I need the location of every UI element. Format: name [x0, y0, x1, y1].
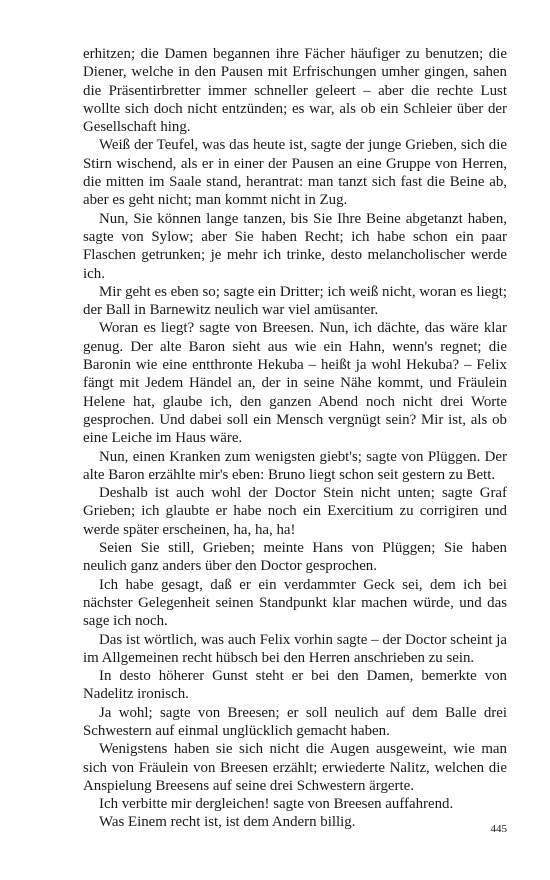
- paragraph: Das ist wörtlich, was auch Felix vorhin sagte – der Doctor scheint ja im Allgemeinen recht hübsch bei den Herren anschrieben zu sein.: [83, 631, 507, 666]
- paragraph: Seien Sie still, Grieben; meinte Hans von Plüggen; Sie haben neulich ganz anders über den Doctor gesprochen.: [83, 540, 507, 575]
- paragraph: erhitzen; die Damen begannen ihre Fächer häufiger zu benutzen; die Diener, welche in den Pausen mit Erfrischungen umher gingen, sahen die Präsentirbretter immer schneller geleert – aber die rechte Lust wollte sich doch nicht entzünden; es war, als ob ein Schleier über der Gesellschaft hing.: [83, 46, 507, 136]
- paragraph: Nun, Sie können lange tanzen, bis Sie Ihre Beine abgetanzt haben, sagte von Sylow; aber Sie haben Recht; ich habe schon ein paar Flaschen getrunken; je mehr ich trinke, desto melancholischer werde ich.: [83, 210, 507, 282]
- paragraph: Wenigstens haben sie sich nicht die Augen ausgeweint, wie man sich von Fräulein von Breesen erzählt; erwiederte Nalitz, welchen die Anspielung Breesens auf seine drei Schwestern ärgerte.: [83, 741, 507, 794]
- paragraph: Nun, einen Kranken zum wenigsten giebt's; sagte von Plüggen. Der alte Baron erzählte mir's eben: Bruno liegt schon seit gestern zu Bett.: [83, 448, 507, 483]
- page-number: 445: [490, 823, 507, 835]
- paragraph: Ja wohl; sagte von Breesen; er soll neulich auf dem Balle drei Schwestern auf einmal unglücklich gemacht haben.: [83, 704, 507, 739]
- paragraph: Mir geht es eben so; sagte ein Dritter; ich weiß nicht, woran es liegt; der Ball in Barnewitz neulich war viel amüsanter.: [83, 283, 507, 319]
- paragraph: Was Einem recht ist, ist dem Andern billig.: [99, 814, 356, 831]
- paragraph: Woran es liegt? sagte von Breesen. Nun, ich dächte, das wäre klar genug. Der alte Baron sieht aus wie ein Hahn, wenn's regnet; die Baronin wie eine entthronte Hekuba – heißt ja wohl Hekuba? – Felix fängt mit Jedem Händel an, der in seine Nähe kommt, und Fräulein Helene hat, glaube ich, den ganzen Abend noch nicht drei Worte gesprochen. Und dabei soll ein Mensch vergnügt sein? Mir ist, als ob eine Leiche im Haus wäre.: [83, 320, 507, 447]
- paragraph: Deshalb ist auch wohl der Doctor Stein nicht unten; sagte Graf Grieben; ich glaubte er habe noch ein Exercitium zu corrigiren und werde später erscheinen, ha, ha, ha!: [83, 485, 507, 538]
- body-text: [83, 45, 507, 832]
- paragraph: Ich verbitte mir dergleichen! sagte von Breesen auffahrend.: [99, 796, 454, 813]
- paragraph: In desto höherer Gunst steht er bei den Damen, bemerkte von Nadelitz ironisch.: [83, 668, 507, 703]
- paragraph: Weiß der Teufel, was das heute ist, sagte der junge Grieben, sich die Stirn wischend, als er in einer der Pausen an eine Gruppe von Herren, die mitten im Saale stand, herantrat: man tanzt sich fast die Beine ab, aber es geht nicht; man kommt nicht in Zug.: [83, 137, 507, 209]
- paragraph: Ich habe gesagt, daß er ein verdammter Geck sei, dem ich bei nächster Gelegenheit seinen Standpunkt klar machen würde, und das sage ich noch.: [83, 576, 507, 630]
